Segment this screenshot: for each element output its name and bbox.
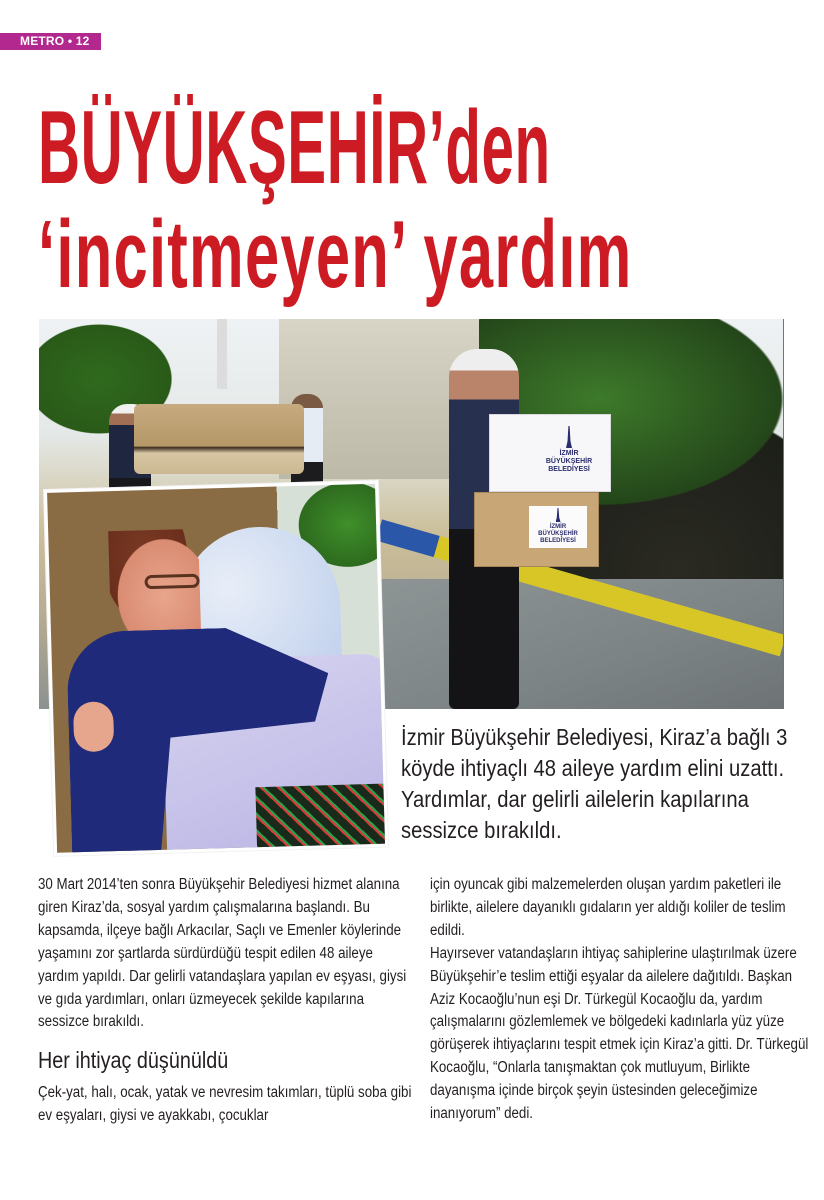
logo-line-2: BÜYÜKŞEHİR <box>538 531 578 537</box>
article-column-right <box>430 874 808 1126</box>
headline-line-2: ‘incitmeyen’ yardım <box>38 201 633 308</box>
logo-line-2: BÜYÜKŞEHİR <box>545 458 593 465</box>
photo-aid-box-brown <box>474 492 599 567</box>
body-paragraph: Çek-yat, halı, ocak, yatak ve nevresim takımları, tüplü soba gibi ev eşyaları, giysi ve ayakkabı, çocuklar <box>38 1084 412 1125</box>
municipality-logo <box>523 508 593 545</box>
lead-paragraph: İzmir Büyükşehir Belediyesi, Kiraz’a bağlı 3 köyde ihtiyaçlı 48 aileye yardım elini uzattı. Yardımlar, dar gelirli ailelerin kapılarına sessizce bırakıldı. <box>401 724 788 843</box>
logo-line-3: BELEDİYESİ <box>540 538 576 544</box>
logo-line-1: İZMİR <box>549 524 567 530</box>
subheading: Her ihtiyaç düşünüldü <box>38 1047 229 1074</box>
headline-suffix: ’den <box>428 90 551 206</box>
inset-photo <box>44 481 388 856</box>
clock-tower-icon <box>566 426 572 448</box>
box-label <box>529 506 587 548</box>
logo-line-3: BELEDİYESİ <box>548 466 590 473</box>
municipality-logo <box>534 426 604 474</box>
photo-glasses <box>144 574 199 590</box>
photo-minaret <box>217 319 227 389</box>
article-column-left <box>38 874 416 1128</box>
inset-photo-image <box>47 484 385 853</box>
body-paragraph: için oyuncak gibi malzemelerden oluşan yardım paketleri ile birlikte, ailelere dayanıklı gıdaların yer aldığı koliler de teslim edildi. <box>430 876 786 939</box>
logo-line-1: İZMİR <box>559 450 579 457</box>
photo-sofa <box>134 404 304 474</box>
photo-road <box>339 579 784 709</box>
clock-tower-icon <box>556 508 561 522</box>
headline-main: BÜYÜKŞEHİR <box>38 90 429 206</box>
photo-floral-skirt <box>255 783 385 852</box>
section-label: METRO • 12 <box>0 33 101 50</box>
photo-aid-box-white <box>489 414 611 492</box>
body-paragraph: 30 Mart 2014’ten sonra Büyükşehir Belediyesi hizmet alanına giren Kiraz’da, sosyal yardım çalışmalarına başlandı. Bu kapsamda, ilçeye bağlı Arkacılar, Saçlı ve Emenler köylerinde yaşamını zor şartlarda sürdürdüğü tespit edilen 48 aileye yardım yapıldı. Dar gelirli vatandaşlara yapılan ev eşyası, giysi ve gıda yardımları, onları üzmeyecek şekilde kapılarına sessizce bırakıldı. <box>38 876 407 1031</box>
headline-line-1 <box>38 90 551 206</box>
photo-hand <box>73 701 114 752</box>
body-paragraph: Hayırsever vatandaşların ihtiyaç sahiplerine ulaştırılmak üzere Büyükşehir’e teslim ettiği eşyalar da ailelere dağıtıldı. Başkan Aziz Kocaoğlu’nun eşi Dr. Türkegül Kocaoğlu da, yardım çalışmalarını gözlemlemek ve bölgedeki kadınlarla yüz yüze görüşerek ihtiyaçlarını tespit etmek için Kiraz’a gitti. Dr. Türkegül Kocaoğlu, “Onlarla tanışmaktan çok mutluyum, Birlikte dayanışma içinde birçok şeyin üstesinden geleceğimize inanıyorum” dedi. <box>430 944 809 1123</box>
